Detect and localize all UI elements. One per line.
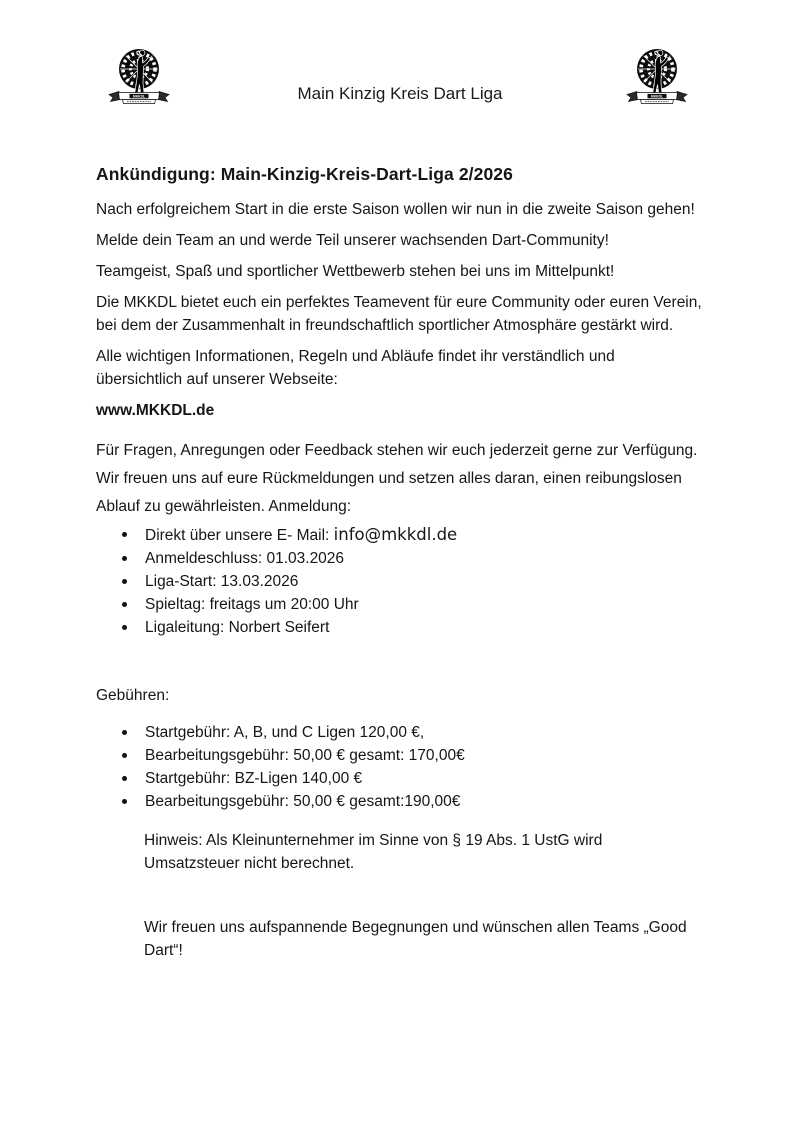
fee-item-start-bz: Startgebühr: BZ-Ligen 140,00 € [96, 767, 704, 790]
intro-paragraph-3: Teamgeist, Spaß und sportlicher Wettbewerb stehen bei uns im Mittelpunkt! [96, 263, 615, 280]
registration-item-matchday: Spieltag: freitags um 20:00 Uhr [96, 593, 704, 616]
intro-paragraph-1: Nach erfolgreichem Start in die erste Saison wollen wir nun in die zweite Saison gehen! [96, 201, 695, 218]
tax-note: Hinweis: Als Kleinunternehmer im Sinne von § 19 Abs. 1 UstG wird Umsatzsteuer nicht berechnet. [144, 832, 603, 872]
mkkdl-logo-right [624, 47, 690, 105]
league-title: Main Kinzig Kreis Dart Liga [297, 84, 503, 103]
registration-item-league-manager: Ligaleitung: Norbert Seifert [96, 616, 704, 639]
contact-paragraph: Für Fragen, Anregungen oder Feedback stehen wir euch jederzeit gerne zur Verfügung. Wir freuen uns auf eure Rückmeldungen und setzen alles daran, einen reibungslosen Ablauf zu gewährleisten. Anmeldung: [96, 442, 698, 515]
intro-paragraph-2: Melde dein Team an und werde Teil unserer wachsenden Dart-Community! [96, 232, 609, 249]
registration-item-text: Direkt über unsere E- Mail: [145, 527, 334, 544]
ribbon-banner [627, 92, 687, 104]
fee-item-start-abc: Startgebühr: A, B, und C Ligen 120,00 €, [96, 721, 704, 744]
announcement-heading: Ankündigung: Main-Kinzig-Kreis-Dart-Liga 2/2026 [96, 164, 513, 184]
registration-item-league-start: Liga-Start: 13.03.2026 [96, 570, 704, 593]
fees-heading: Gebühren: [96, 687, 170, 704]
svg-text:MKKDL: MKKDL [650, 94, 664, 99]
fee-item-processing-abc: Bearbeitungsgebühr: 50,00 € gesamt: 170,00€ [96, 744, 704, 767]
website-url: www.MKKDL.de [96, 402, 215, 419]
registration-list [96, 523, 704, 639]
closing-message: Wir freuen uns aufspannende Begegnungen und wünschen allen Teams „Good Dart“! [144, 919, 687, 959]
document-body [96, 163, 704, 962]
fees-list [96, 721, 704, 813]
registration-item-email [96, 523, 704, 547]
fee-item-processing-bz: Bearbeitungsgebühr: 50,00 € gesamt:190,00€ [96, 790, 704, 813]
dartboard-player-logo-icon [624, 47, 690, 105]
intro-paragraph-4: Die MKKDL bietet euch ein perfektes Teamevent für eure Community oder euren Verein, bei dem der Zusammenhalt in freundschaftlich sportlicher Atmosphäre gestärkt wird. [96, 294, 702, 334]
registration-email-address: info@mkkdl.de [333, 525, 458, 544]
svg-text:MKKDL: MKKDL [132, 94, 146, 99]
intro-paragraph-5: Alle wichtigen Informationen, Regeln und Abläufe findet ihr verständlich und übersichtlich auf unserer Webseite: [96, 348, 615, 388]
registration-item-deadline: Anmeldeschluss: 01.03.2026 [96, 547, 704, 570]
document-header [0, 0, 800, 130]
